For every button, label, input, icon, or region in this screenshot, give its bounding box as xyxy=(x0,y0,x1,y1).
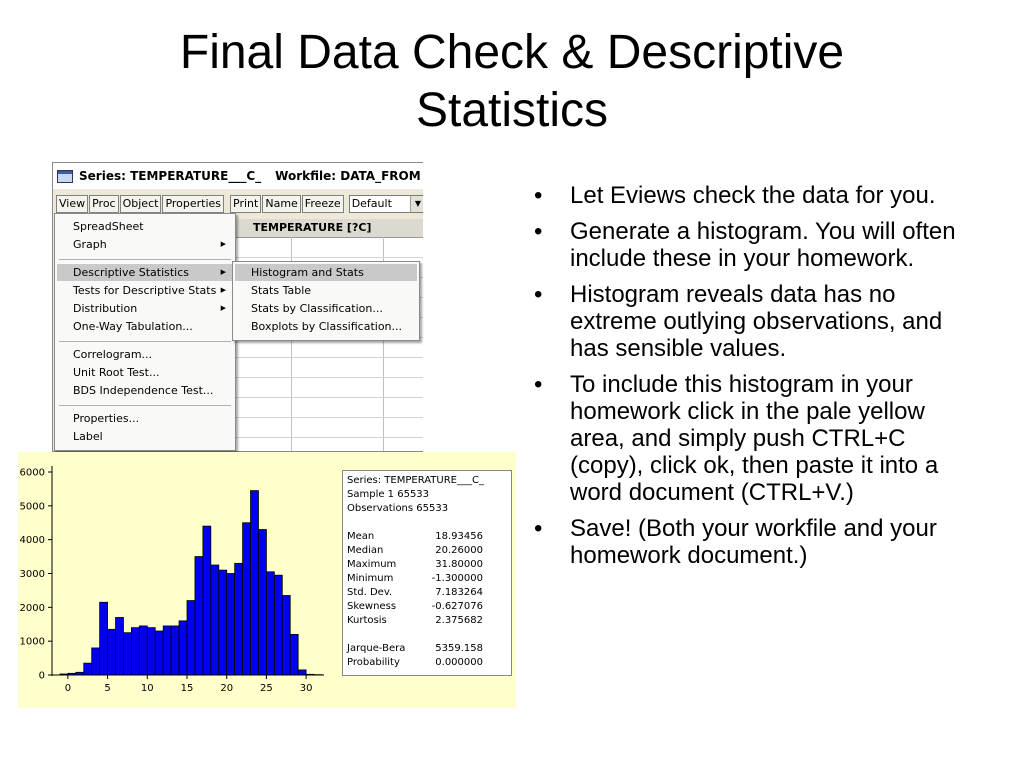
proc-button[interactable]: Proc xyxy=(89,195,119,213)
grid-row-line xyxy=(233,397,423,398)
bullet-item: • Save! (Both your workfile and your homework document.) xyxy=(534,515,937,569)
view-button[interactable]: View xyxy=(56,195,88,213)
histogram-bar xyxy=(235,563,243,675)
grid-row-line xyxy=(233,257,423,258)
grid-row-line xyxy=(233,417,423,418)
histogram-bar xyxy=(92,648,100,675)
y-tick-label: 6000 xyxy=(19,467,45,479)
y-tick-label: 1000 xyxy=(19,636,45,648)
menu-item-graph[interactable]: Graph ▶ xyxy=(73,238,226,251)
slide-title xyxy=(0,24,1024,140)
slide-title-line-1: Final Data Check & Descriptive xyxy=(179,26,845,79)
y-tick-label: 4000 xyxy=(19,535,45,547)
x-tick-label: 15 xyxy=(180,683,194,694)
menu-item-spreadsheet[interactable]: SpreadSheet xyxy=(73,220,144,233)
menu-item-correlogram[interactable]: Correlogram... xyxy=(73,348,153,361)
x-tick-label: 10 xyxy=(140,683,154,694)
stat-skewness: Skewness -0.627076 xyxy=(347,601,483,612)
stat-median: Median 20.26000 xyxy=(347,545,483,556)
x-tick-label: 20 xyxy=(220,683,234,694)
object-button[interactable]: Object xyxy=(120,195,162,213)
slide-title-line-2: Statistics xyxy=(415,84,609,137)
histogram-bar xyxy=(108,629,116,675)
histogram-bar xyxy=(123,633,131,675)
bullet-item: • Let Eviews check the data for you. xyxy=(534,182,936,209)
menu-item-histogram-and-stats[interactable]: Histogram and Stats xyxy=(235,264,417,281)
histogram-bar xyxy=(211,565,219,675)
bullet-marker: • xyxy=(534,515,543,542)
histogram-bar xyxy=(100,602,108,675)
histogram-bar xyxy=(171,626,179,675)
x-tick-label: 5 xyxy=(104,683,111,694)
submenu-arrow-icon: ▶ xyxy=(220,240,226,248)
properties-button[interactable]: Properties xyxy=(162,195,224,213)
histogram-bar xyxy=(219,570,227,675)
submenu-arrow-icon: ▶ xyxy=(220,268,226,276)
menu-item-bds-independence-test[interactable]: BDS Independence Test... xyxy=(73,384,214,397)
stats-series-name: Series: TEMPERATURE___C_ xyxy=(347,475,484,486)
menu-item-one-way-tabulation[interactable]: One-Way Tabulation... xyxy=(73,320,193,333)
column-header-label: TEMPERATURE [?C] xyxy=(253,221,372,234)
display-format-value: Default xyxy=(351,197,392,210)
histogram-bar xyxy=(290,634,298,675)
window-titlebar xyxy=(53,163,423,189)
column-header xyxy=(233,219,423,238)
menu-item-unit-root-test[interactable]: Unit Root Test... xyxy=(73,366,160,379)
histogram-chart xyxy=(18,452,338,708)
histogram-bar xyxy=(195,557,203,675)
bullet-item: • Histogram reveals data has no extreme outlying observations, and has sensible values. xyxy=(534,281,943,362)
histogram-bar xyxy=(163,626,171,675)
histogram-bar xyxy=(84,663,92,675)
histogram-bar xyxy=(187,601,195,675)
menu-item-tests-descriptive-stats[interactable]: Tests for Descriptive Stats ▶ xyxy=(73,284,226,297)
freeze-button[interactable]: Freeze xyxy=(302,195,344,213)
bullet-item: • Generate a histogram. You will often include these in your homework. xyxy=(534,218,956,272)
menu-item-label[interactable]: Label xyxy=(73,430,103,443)
histogram-bar xyxy=(274,575,282,675)
histogram-bar xyxy=(147,628,155,675)
stat-mean: Mean 18.93456 xyxy=(347,531,483,542)
histogram-bar xyxy=(258,530,266,675)
y-tick-label: 0 xyxy=(38,670,45,682)
bullet-list xyxy=(530,182,970,578)
histogram-bar xyxy=(243,523,251,675)
histogram-bar xyxy=(179,621,187,675)
menu-separator xyxy=(59,341,231,342)
stat-jarque-bera: Jarque-Bera 5359.158 xyxy=(347,643,483,654)
histogram-bar xyxy=(266,572,274,675)
workfile-name: Workfile: DATA_FROM xyxy=(275,169,421,183)
histogram-bar xyxy=(116,617,124,675)
stat-std-dev: Std. Dev. 7.183264 xyxy=(347,587,483,598)
stat-maximum: Maximum 31.80000 xyxy=(347,559,483,570)
stat-minimum: Minimum -1.300000 xyxy=(347,573,483,584)
grid-row-line xyxy=(233,357,423,358)
menu-item-boxplots-by-classification[interactable]: Boxplots by Classification... xyxy=(251,320,403,333)
menu-item-stats-by-classification[interactable]: Stats by Classification... xyxy=(251,302,383,315)
histogram-bar xyxy=(155,631,163,675)
histogram-bar xyxy=(298,670,306,675)
name-button[interactable]: Name xyxy=(262,195,300,213)
x-tick-label: 25 xyxy=(260,683,273,694)
window-icon xyxy=(57,170,73,183)
histogram-bar xyxy=(251,491,259,675)
x-tick-label: 30 xyxy=(299,683,313,694)
view-menu xyxy=(54,213,236,451)
histogram-bar xyxy=(282,595,290,675)
statistics-box xyxy=(342,470,512,676)
grid-row-line xyxy=(233,437,423,438)
menu-separator xyxy=(59,405,231,406)
y-tick-label: 5000 xyxy=(19,501,45,513)
histogram-bar xyxy=(203,526,211,675)
stats-sample: Sample 1 65533 xyxy=(347,489,430,500)
x-tick-label: 0 xyxy=(64,683,72,694)
histogram-bar xyxy=(131,628,139,675)
y-tick-label: 2000 xyxy=(19,602,45,614)
display-format-select[interactable] xyxy=(349,195,423,213)
window-toolbar xyxy=(53,193,423,215)
descriptive-statistics-submenu xyxy=(232,261,420,341)
menu-item-stats-table[interactable]: Stats Table xyxy=(251,284,312,297)
grid-row-line xyxy=(233,377,423,378)
bullet-marker: • xyxy=(534,371,543,398)
submenu-arrow-icon: ▶ xyxy=(220,286,226,294)
histogram-bar xyxy=(139,626,147,675)
stat-probability: Probability 0.000000 xyxy=(347,657,483,668)
chevron-down-icon[interactable]: ▼ xyxy=(410,196,423,212)
submenu-arrow-icon: ▶ xyxy=(220,304,226,312)
menu-item-descriptive-statistics[interactable]: Descriptive Statistics ▶ xyxy=(57,264,233,281)
bullet-marker: • xyxy=(534,281,543,308)
menu-item-properties[interactable]: Properties... xyxy=(73,412,140,425)
stat-kurtosis: Kurtosis 2.375682 xyxy=(347,615,483,626)
bullet-marker: • xyxy=(534,182,543,209)
menu-separator xyxy=(59,259,231,260)
y-tick-label: 3000 xyxy=(19,569,45,580)
window-title: Series: TEMPERATURE___C_ xyxy=(79,169,262,183)
bullet-item: • To include this histogram in your homework click in the pale yellow area, and simply push CTRL+C (copy), click ok, then paste it into a word document (CTRL+V.) xyxy=(534,371,939,506)
print-button[interactable]: Print xyxy=(230,195,261,213)
histogram-bar xyxy=(227,574,235,676)
menu-item-distribution[interactable]: Distribution ▶ xyxy=(73,302,226,315)
stats-observations: Observations 65533 xyxy=(347,503,449,514)
bullet-marker: • xyxy=(534,218,543,245)
